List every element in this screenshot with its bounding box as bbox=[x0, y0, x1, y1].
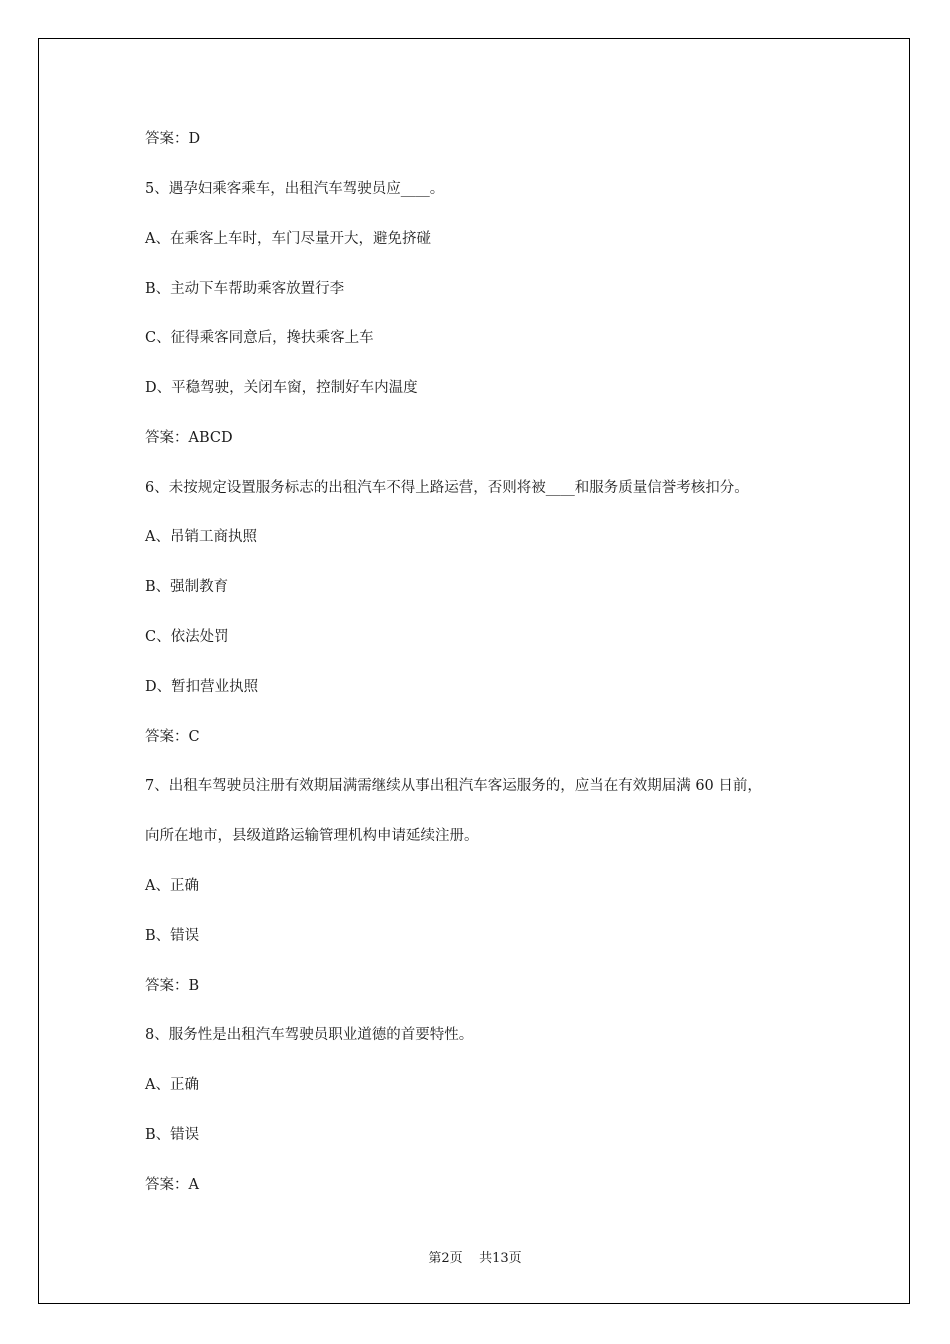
q5-option-a: A、在乘客上车时，车门尽量开大，避免挤碰 bbox=[145, 231, 431, 247]
answer-q4: 答案：D bbox=[145, 131, 201, 147]
q7-option-b: B、错误 bbox=[145, 928, 200, 944]
question-7-line-1: 7、出租车驾驶员注册有效期届满需继续从事出租汽车客运服务的，应当在有效期届满 60 日前， bbox=[145, 778, 762, 794]
q8-option-b: B、错误 bbox=[145, 1127, 200, 1143]
answer-q5: 答案：ABCD bbox=[145, 430, 233, 446]
answer-q7: 答案：B bbox=[145, 978, 200, 994]
q6-option-b: B、强制教育 bbox=[145, 579, 229, 595]
page-footer: 第2页 共13页 bbox=[428, 1251, 522, 1266]
question-6: 6、未按规定设置服务标志的出租汽车不得上路运营，否则将被____和服务质量信誉考核扣分。 bbox=[145, 480, 749, 496]
q5-option-c: C、征得乘客同意后，搀扶乘客上车 bbox=[145, 330, 374, 346]
question-7-line-2: 向所在地市，县级道路运输管理机构申请延续注册。 bbox=[145, 828, 479, 844]
q6-option-c: C、依法处罚 bbox=[145, 629, 229, 645]
question-8: 8、服务性是出租汽车驾驶员职业道德的首要特性。 bbox=[145, 1027, 474, 1043]
q6-option-d: D、暂扣营业执照 bbox=[145, 679, 259, 695]
page-border bbox=[38, 38, 910, 1304]
q5-option-b: B、主动下车帮助乘客放置行李 bbox=[145, 281, 345, 297]
answer-q8: 答案：A bbox=[145, 1177, 199, 1193]
q6-option-a: A、吊销工商执照 bbox=[145, 529, 257, 545]
question-5: 5、遇孕妇乘客乘车，出租汽车驾驶员应____。 bbox=[145, 181, 445, 197]
q5-option-d: D、平稳驾驶，关闭车窗，控制好车内温度 bbox=[145, 380, 418, 396]
q7-option-a: A、正确 bbox=[145, 878, 199, 894]
answer-q6: 答案：C bbox=[145, 729, 200, 745]
q8-option-a: A、正确 bbox=[145, 1077, 199, 1093]
